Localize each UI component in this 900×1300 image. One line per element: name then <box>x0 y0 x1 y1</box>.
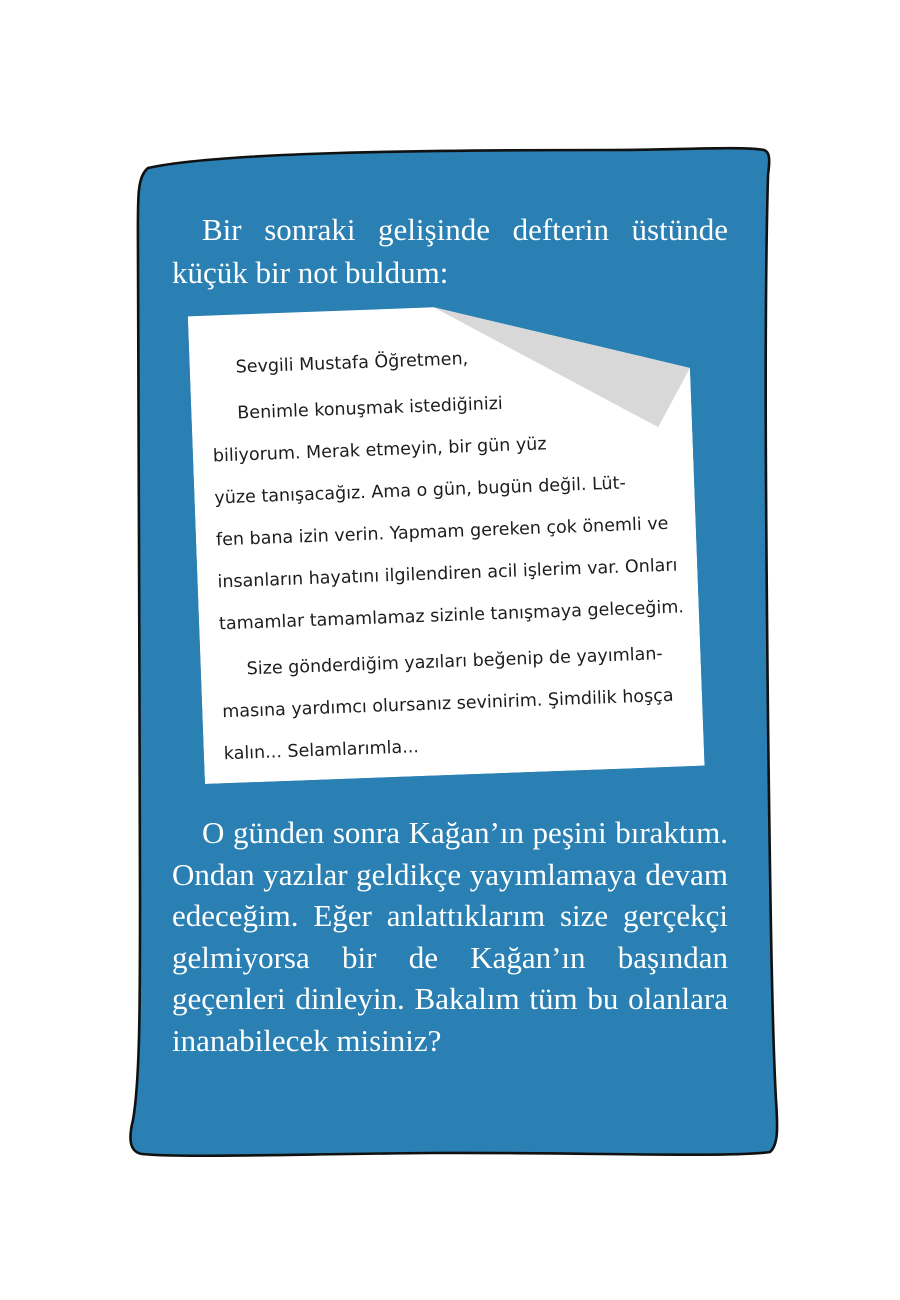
note-line: kalın... Selamlarımla... <box>223 737 420 765</box>
note-line: tamamlar tamamlamaz sizinle tanışmaya geleceğim. <box>218 597 685 635</box>
note-line: Sevgili Mustafa Öğretmen, <box>235 349 469 378</box>
intro-paragraph: Bir sonraki gelişinde defterin üstünde küçük bir not buldum: <box>172 212 728 290</box>
note-paper <box>187 288 704 784</box>
note-line: insanların hayatını ilgilendiren acil işlerim var. Onları <box>217 555 678 593</box>
closing-paragraph: O günden sonra Kağan’ın peşini bıraktım. Ondan yazılar geldikçe yayımlamaya devam edeceğim. Eğer anlattıklarım size gerçekçi gelmiyorsa bir de Kağan’ın başından geçenleri dinleyin. Bakalım tüm bu olanlara inanabilecek misiniz? <box>172 815 728 1058</box>
note-line: Size gönderdiğim yazıları beğenip de yayımlan- <box>246 644 664 680</box>
note-line: yüze tanışacağız. Ama o gün, bugün değil. Lüt- <box>214 473 627 509</box>
note-line: Benimle konuşmak istediğinizi <box>237 393 504 424</box>
note-line: biliyorum. Merak etmeyin, bir gün yüz <box>212 434 547 467</box>
note-line: masına yardımcı olursanız sevinirim. Şimdilik hoşça <box>221 685 674 723</box>
note-line: fen bana izin verin. Yapmam gereken çok önemli ve <box>215 513 669 551</box>
